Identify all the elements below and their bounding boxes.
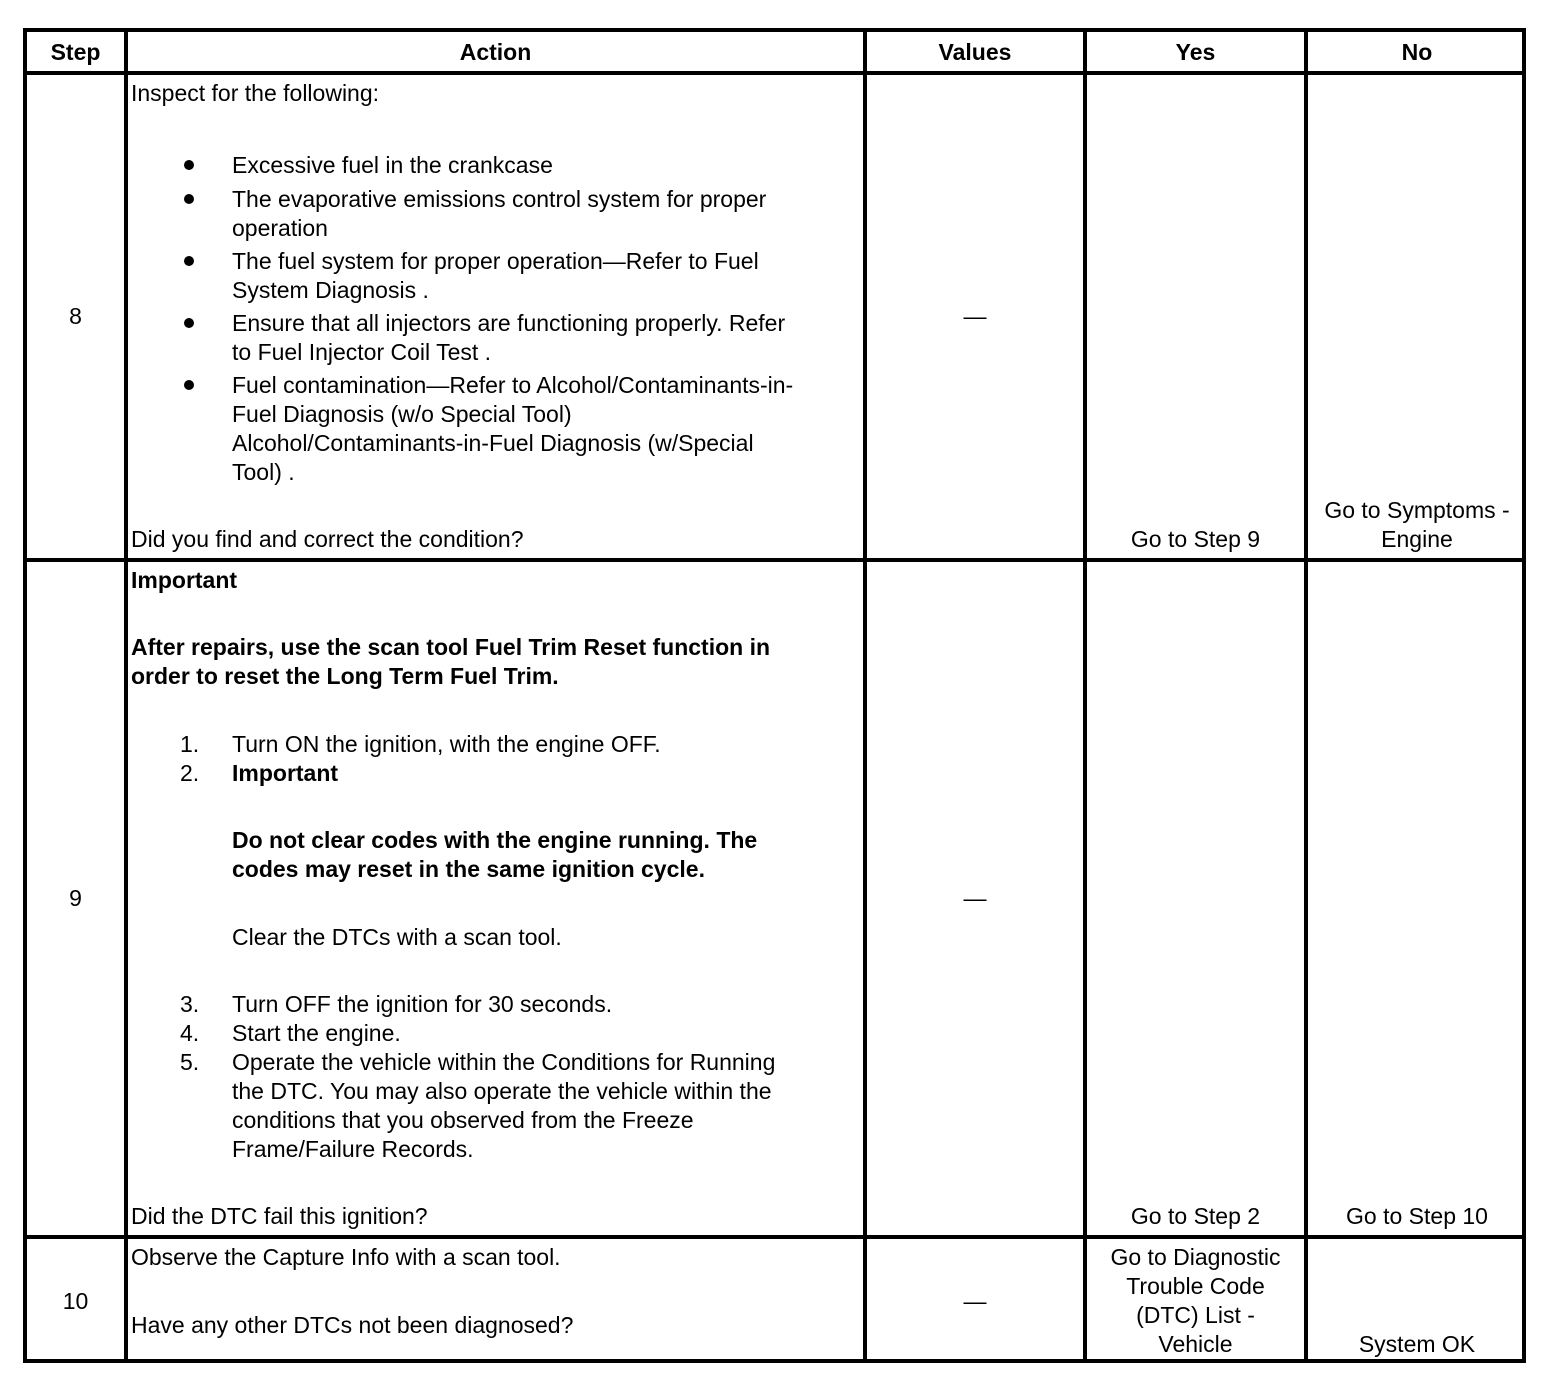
- list-item: Clear the DTCs with a scan tool.: [232, 924, 562, 950]
- list-number: 2.: [180, 760, 200, 786]
- values-cell: —: [963, 1287, 987, 1314]
- action-question: Did you find and correct the condition?: [131, 526, 524, 552]
- no-link-line: Go to Symptoms -: [1324, 497, 1510, 523]
- list-item: Fuel contamination—Refer to Alcohol/Contaminants-in-: [232, 372, 794, 398]
- important-text: order to reset the Long Term Fuel Trim.: [131, 663, 559, 689]
- list-item: Fuel Diagnosis (w/o Special Tool): [232, 401, 572, 427]
- list-number: 4.: [180, 1020, 200, 1046]
- no-link-line: Engine: [1381, 526, 1453, 552]
- yes-cell: [1087, 75, 1304, 558]
- no-cell: [1308, 1239, 1526, 1363]
- important-text: codes may reset in the same ignition cycle.: [232, 856, 705, 882]
- list-item: to Fuel Injector Coil Test .: [232, 339, 492, 365]
- step-number: 9: [69, 885, 82, 911]
- list-item: The evaporative emissions control system for proper: [232, 186, 767, 212]
- no-cell: [1308, 75, 1526, 558]
- no-link[interactable]: [1324, 496, 1509, 554]
- yes-link-line: (DTC) List -: [1136, 1302, 1255, 1328]
- action-intro: Observe the Capture Info with a scan tool.: [131, 1244, 561, 1270]
- list-number: 1.: [180, 731, 200, 757]
- list-number: 5.: [180, 1049, 200, 1075]
- important-text: After repairs, use the scan tool Fuel Trim Reset function in: [131, 634, 771, 660]
- list-item: Ensure that all injectors are functioning properly. Refer: [232, 310, 786, 336]
- bullet-icon: [184, 160, 194, 170]
- step-number: 8: [69, 303, 82, 329]
- list-item: Frame/Failure Records.: [232, 1136, 474, 1162]
- header-action: Action: [459, 38, 532, 65]
- list-item: Turn OFF the ignition for 30 seconds.: [232, 991, 613, 1017]
- yes-link[interactable]: Go to Step 9: [1130, 526, 1261, 552]
- list-number: 3.: [180, 991, 200, 1017]
- header-yes: Yes: [1175, 38, 1216, 65]
- bullet-icon: [184, 380, 194, 390]
- yes-link[interactable]: [1110, 1243, 1280, 1359]
- list-item: the DTC. You may also operate the vehicle within the: [232, 1078, 772, 1104]
- bullet-icon: [184, 318, 194, 328]
- header-step: Step: [50, 38, 101, 65]
- action-question: Did the DTC fail this ignition?: [131, 1203, 428, 1229]
- yes-link[interactable]: Go to Step 2: [1130, 1203, 1261, 1229]
- yes-cell: [1087, 562, 1304, 1235]
- list-item: Turn ON the ignition, with the engine OFF.: [232, 731, 661, 757]
- yes-cell: [1087, 1239, 1304, 1363]
- list-item: Alcohol/Contaminants-in-Fuel Diagnosis (w/Special: [232, 430, 754, 456]
- list-item: Tool) .: [232, 459, 295, 485]
- bullet-icon: [184, 194, 194, 204]
- yes-link-line: Vehicle: [1158, 1331, 1233, 1357]
- no-link[interactable]: Go to Step 10: [1346, 1203, 1488, 1229]
- yes-link-line: Trouble Code: [1126, 1273, 1265, 1299]
- list-item: System Diagnosis .: [232, 277, 429, 303]
- values-cell: —: [963, 303, 987, 329]
- action-question: Have any other DTCs not been diagnosed?: [131, 1312, 574, 1338]
- header-values: Values: [938, 38, 1012, 65]
- yes-link-line: Go to Diagnostic: [1110, 1244, 1281, 1270]
- values-cell: —: [963, 885, 987, 911]
- diagnostic-table: [23, 28, 1526, 1363]
- no-cell: [1308, 562, 1526, 1235]
- step-number: 10: [62, 1287, 89, 1314]
- no-link[interactable]: System OK: [1358, 1331, 1476, 1357]
- important-label: Important: [131, 567, 238, 593]
- list-item: The fuel system for proper operation—Refer to Fuel: [232, 248, 759, 274]
- important-text: Do not clear codes with the engine running. The: [232, 827, 758, 853]
- list-item: Operate the vehicle within the Conditions for Running: [232, 1049, 776, 1075]
- list-item: Start the engine.: [232, 1020, 401, 1046]
- list-item: conditions that you observed from the Freeze: [232, 1107, 694, 1133]
- column-divider: [124, 32, 128, 1359]
- important-label: Important: [232, 760, 339, 786]
- action-intro: Inspect for the following:: [131, 80, 380, 106]
- list-item: Excessive fuel in the crankcase: [232, 152, 553, 178]
- header-no: No: [1401, 38, 1433, 65]
- bullet-icon: [184, 256, 194, 266]
- list-item: operation: [232, 215, 328, 241]
